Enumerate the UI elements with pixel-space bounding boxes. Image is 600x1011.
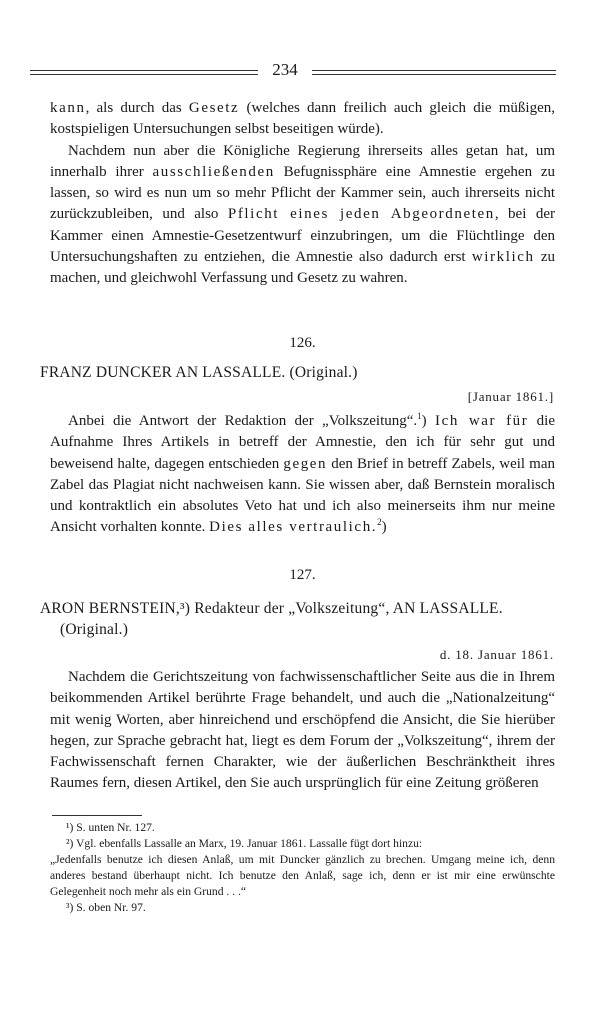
continued-text bbox=[50, 98, 555, 290]
letter-number-126: 126. bbox=[289, 335, 316, 351]
page-header bbox=[30, 62, 556, 82]
spaced-text: gegen bbox=[283, 455, 328, 472]
paragraph-amnesty bbox=[50, 141, 555, 290]
header-rule-left bbox=[30, 70, 258, 75]
footnote-2-quote: „Jedenfalls benutze ich diesen Anlaß, um mit Duncker gänzlich zu brechen. Umgang meine ich, denn anderes bestand überhaupt nicht. Ich benutze den Anlaß, sage ich, denn er ist mir eine erwünschte Gelegenheit noch mehr als ein Grund . . .“ bbox=[50, 853, 555, 898]
footnote-ref: 1 bbox=[417, 411, 422, 421]
letter-heading-127-line1: ARON BERNSTEIN,³) Redakteur der „Volkszeitung“, AN LASSALLE. bbox=[40, 600, 503, 617]
text-run: , als durch das bbox=[85, 100, 189, 116]
footnote-1: ¹) S. unten Nr. 127. bbox=[66, 821, 155, 834]
paragraph-continued bbox=[50, 98, 555, 141]
spaced-text: Pflicht eines jeden Abgeordneten bbox=[227, 206, 495, 223]
text-run: , bei der Kammer einen Amnestie-Gesetzentwurf einzubringen, um die Flüchtlinge den Untersuchungshaften zu entziehen, die Amnestie also dadurch erst bbox=[50, 206, 555, 266]
text-run: Nachdem nun aber die Königliche Regierung ihrerseits alles getan hat, um innerhalb ihrer bbox=[50, 142, 555, 180]
letter-heading-126: FRANZ DUNCKER AN LASSALLE. (Original.) bbox=[40, 364, 358, 381]
letter-body-127 bbox=[50, 667, 555, 795]
footnotes bbox=[50, 820, 555, 916]
letter-body-126 bbox=[50, 411, 555, 539]
text-run: ) bbox=[421, 413, 435, 429]
letter-number-127: 127. bbox=[289, 567, 316, 583]
letter-heading-127 bbox=[40, 598, 560, 640]
footnote-2: ²) Vgl. ebenfalls Lassalle an Marx, 19. Januar 1861. Lassalle fügt dort hinzu: bbox=[66, 837, 423, 850]
text-run: Befugnissphäre eine Amnestie ergehen zu lassen, so wird es nun um so mehr Pflicht der Kammer sein, auch ihrerseits nicht zurückzubleiben, und also bbox=[50, 163, 555, 223]
letter-date-127: d. 18. Januar 1861. bbox=[439, 647, 554, 662]
page-number: 234 bbox=[272, 60, 298, 79]
text-run: Anbei die Antwort der Redaktion der „Volkszeitung“. bbox=[68, 413, 418, 429]
footnote-3: ³) S. oben Nr. 97. bbox=[66, 901, 146, 914]
letter-127-paragraph: Nachdem die Gerichtszeitung von fachwissenschaftlicher Seite aus die in Ihrem beikommenden Artikel berührte Frage behandelt, und auch die „Nationalzeitung“ mit wenig Worten, aber hinreichend und erschöpfend die Ansicht, die Sie hierüber hegen, zur Sprache gebracht hat, liegt es dem Forum der „Volkszeitung“, ihrem der Fachwissenschaft fernen Charakter, wie der äußerlichen Beschränktheit ihres Raumes fern, diesen Artikel, den Sie auch ursprünglich für eine Zeitung größeren bbox=[50, 669, 555, 792]
spaced-text: Gesetz bbox=[188, 100, 240, 116]
text-run: den Brief in betreff Zabels, weil man Zabel das Plagiat nicht nachweisen kann. Sie wissen aber, daß Bernstein moralisch und kontraktlich ein absolutes Veto hat und ich also meinerseits ihm nur meine Ansicht vorhalten konnte. bbox=[50, 455, 555, 536]
text-run: zu machen, und gleichwohl Verfassung und Gesetz zu wahren. bbox=[50, 249, 555, 287]
text-run: die Aufnahme Ihres Artikels in betreff der Amnestie, den ich für sehr gut und beweisend halte, dagegen entschieden bbox=[50, 413, 556, 472]
letter-date-126: [Januar 1861.] bbox=[467, 389, 554, 404]
spaced-text: ausschließenden bbox=[152, 163, 275, 180]
spaced-text: Dies alles vertraulich. bbox=[209, 519, 378, 536]
footnote-ref: 2 bbox=[377, 517, 382, 528]
spaced-text: wirklich bbox=[471, 249, 535, 266]
footnote-divider bbox=[52, 815, 142, 816]
letter-heading-127-line2: (Original.) bbox=[60, 621, 129, 638]
text-run: ) bbox=[381, 519, 387, 536]
header-rule-right bbox=[312, 70, 556, 75]
spaced-text: Ich war für bbox=[434, 413, 529, 429]
letter-126-paragraph bbox=[50, 411, 555, 539]
text-run: (welches dann freilich auch gleich die müßigen, kostspieligen Untersuchungen selbst beseitigen würde). bbox=[50, 100, 555, 138]
spaced-text: kann bbox=[50, 100, 86, 116]
